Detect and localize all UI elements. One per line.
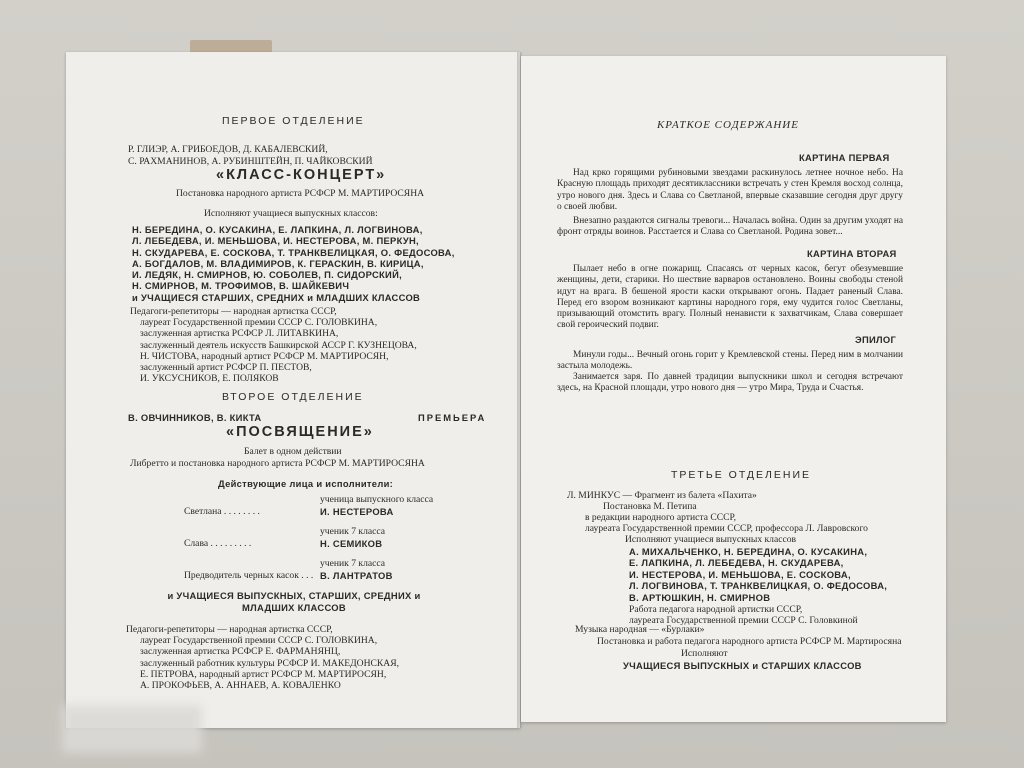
epilogue-heading: ЭПИЛОГ xyxy=(855,334,897,345)
students-block xyxy=(144,590,444,614)
cast-note-leader: ученик 7 класса xyxy=(320,558,386,569)
burlaki-students: УЧАЩИЕСЯ ВЫПУСКНЫХ и СТАРШИХ КЛАССОВ xyxy=(623,660,862,671)
performers-list xyxy=(132,224,455,303)
burlaki-performers: Исполняют xyxy=(681,648,728,659)
performers-line: И. ЛЕДЯК, Н. СМИРНОВ, Ю. СОБОЛЕВ, П. СИДОРСКИЙ, xyxy=(132,269,403,281)
summary-heading: КРАТКОЕ СОДЕРЖАНИЕ xyxy=(657,119,799,131)
performers-line: А. БОГДАЛОВ, М. ВЛАДИМИРОВ, К. ГЕРАСКИН, В. КИРИЦА, xyxy=(132,257,424,269)
cast-heading: Действующие лица и исполнители: xyxy=(218,478,394,489)
dedication-title: «ПОСВЯЩЕНИЕ» xyxy=(226,424,374,440)
tutor-line: Н. ЧИСТОВА, народный артист РСФСР М. МАРТИРОСЯН, xyxy=(140,350,389,362)
class-concert-title: «КЛАСС-КОНЦЕРТ» xyxy=(216,167,387,183)
students-line: МЛАДШИХ КЛАССОВ xyxy=(242,602,346,613)
tutor-line: заслуженный артист РСФСР П. ПЕСТОВ, xyxy=(140,362,312,374)
cast-performer-slava: Н. СЕМИКОВ xyxy=(320,538,383,549)
composers-line-2: С. РАХМАНИНОВ, А. РУБИНШТЕЙН, П. ЧАЙКОВСКИЙ xyxy=(128,156,373,167)
third-credit-line: в редакции народного артиста СССР, xyxy=(585,512,737,523)
third-tutor-line: Работа педагога народной артистки СССР, xyxy=(629,604,803,615)
third-performer-line: Е. ЛАПКИНА, Л. ЛЕБЕДЕВА, Н. СКУДАРЕВА, xyxy=(629,557,844,569)
cast-role-svetlana: Светлана . . . . . . . . xyxy=(184,506,260,517)
third-performer-line: А. МИХАЛЬЧЕНКО, Н. БЕРЕДИНА, О. КУСАКИНА, xyxy=(629,546,868,557)
performers-intro: Исполняют учащиеся выпускных классов: xyxy=(204,208,378,219)
students-line: и УЧАЩИЕСЯ ВЫПУСКНЫХ, СТАРШИХ, СРЕДНИХ и xyxy=(167,590,421,601)
third-performer-line: В. АРТЮШКИН, Н. СМИРНОВ xyxy=(629,591,771,603)
third-performer-line: Л. ЛОГВИНОВА, Т. ТРАНКВЕЛИЦКАЯ, О. ФЕДОСОВА, xyxy=(629,580,888,592)
performers-line: Н. СМИРНОВ, М. ТРОФИМОВ, В. ШАЙКЕВИЧ xyxy=(132,280,350,292)
composers-second: В. ОВЧИННИКОВ, В. КИКТА xyxy=(128,412,262,423)
staging-credit: Постановка народного артиста РСФСР М. МАРТИРОСЯНА xyxy=(176,188,425,199)
scene-2-paragraph: Пылает небо в огне пожарищ. Спасаясь от черных касок, бегут обезумевшие женщины, дети, старики. Но шествие варваров остановлено. Воины свободы стеной идут на врага. В бешеной ярости каски открывают огонь. Падает раненый Слава. Перед его взором возникают картины народного горя, ему чудится голос Светланы, призывающий отомстить врагу. Полный ненависти к захватчикам, Слава совершает свой героический подвиг. xyxy=(557,264,903,331)
composers-line-1: Р. ГЛИЭР, А. ГРИБОЕДОВ, Д. КАБАЛЕВСКИЙ, xyxy=(128,144,328,155)
scene-1-paragraph-1: Над крко горящими рубиновыми звездами раскинулось летнее ночное небо. На Красную площадь приходят десятиклассники встречать у стен Кремля восход солнца, утро нового дня. Здесь и Слава со Светланой, впервые сказавшие сегодня друг другу о своей любви. xyxy=(557,168,903,212)
tutor-line: заслуженный деятель искусств Башкирской АССР Г. КУЗНЕЦОВА, xyxy=(140,339,417,351)
tutor-line: заслуженная артистка РСФСР Л. ЛИТАВКИНА, xyxy=(140,328,339,340)
right-page xyxy=(521,56,946,722)
tutor-line: И. УКСУСНИКОВ, Е. ПОЛЯКОВ xyxy=(140,373,279,385)
epilogue-paragraph-1: Минули годы... Вечный огонь горит у Кремлевской стены. Перед ним в молчании застыла молодежь. xyxy=(557,350,903,372)
tutor-line: Педагоги-репетиторы — народная артистка СССР, xyxy=(126,624,333,635)
libretto-credit: Либретто и постановка народного артиста РСФСР М. МАРТИРОСЯНА xyxy=(130,458,425,469)
performers-line: Н. СКУДАРЕВА, Е. СОСКОВА, Т. ТРАНКВЕЛИЦКАЯ, О. ФЕДОСОВА, xyxy=(132,246,455,258)
third-performer-line: И. НЕСТЕРОВА, И. МЕНЬШОВА, Е. СОСКОВА, xyxy=(629,568,851,580)
scene-1-paragraph-2: Внезапно раздаются сигналы тревоги... Началась война. Один за другим уходят на фронт отряды воинов. Расстается и Слава со Светланой. Родина зовет... xyxy=(557,216,903,238)
cast-note-slava: ученик 7 класса xyxy=(320,526,386,537)
scene-1-heading: КАРТИНА ПЕРВАЯ xyxy=(799,152,890,163)
third-performers xyxy=(629,546,887,603)
tutor-line: лауреат Государственной премии СССР С. ГОЛОВКИНА, xyxy=(140,635,378,647)
cast-performer-svetlana: И. НЕСТЕРОВА xyxy=(320,506,394,517)
minkus-line: Л. МИНКУС — Фрагмент из балета «Пахита» xyxy=(567,490,757,501)
third-tutor-line: лауреата Государственной премии СССР С. Головкиной xyxy=(629,615,858,626)
premiere-label: ПРЕМЬЕРА xyxy=(418,412,487,423)
third-section-heading: ТРЕТЬЕ ОТДЕЛЕНИЕ xyxy=(671,469,812,481)
performers-line: Н. БЕРЕДИНА, О. КУСАКИНА, Е. ЛАПКИНА, Л. ЛОГВИНОВА, xyxy=(132,224,423,235)
tutor-line: Е. ПЕТРОВА, народный артист РСФСР М. МАРТИРОСЯН, xyxy=(140,668,387,680)
cast-note-svetlana: ученица выпускного класса xyxy=(320,494,434,505)
cast-performer-leader: В. ЛАНТРАТОВ xyxy=(320,570,393,581)
performers-line: и УЧАЩИЕСЯ СТАРШИХ, СРЕДНИХ и МЛАДШИХ КЛАССОВ xyxy=(132,291,421,303)
tutor-line: заслуженная артистка РСФСР Е. ФАРМАНЯНЦ, xyxy=(140,646,341,658)
cast-role-slava: Слава . . . . . . . . . xyxy=(184,538,252,549)
performers-line: Л. ЛЕБЕДЕВА, И. МЕНЬШОВА, И. НЕСТЕРОВА, М. ПЕРКУН, xyxy=(132,235,419,247)
blurred-watermark xyxy=(62,705,202,753)
second-section-heading: ВТОРОЕ ОТДЕЛЕНИЕ xyxy=(222,391,364,403)
left-page xyxy=(66,52,520,728)
third-credits xyxy=(585,501,868,545)
tutors-block-1 xyxy=(130,306,417,384)
tutor-line: Педагоги-репетиторы — народная артистка СССР, xyxy=(130,306,337,317)
burlaki-staging: Постановка и работа педагога народного артиста РСФСР М. Мартиросяна xyxy=(597,636,902,647)
burlaki-line: Музыка народная — «Бурлаки» xyxy=(575,624,705,635)
tutor-line: заслуженный работник культуры РСФСР И. МАКЕДОНСКАЯ, xyxy=(140,657,400,669)
third-tutor xyxy=(629,604,858,626)
tutor-line: лауреат Государственной премии СССР С. ГОЛОВКИНА, xyxy=(140,317,378,329)
cast-role-leader: Предводитель черных касок . . . xyxy=(184,570,314,581)
third-credit-line: Исполняют учащиеся выпускных классов xyxy=(625,534,797,545)
third-credit-line: лауреата Государственной премии СССР, профессора Л. Лавровского xyxy=(585,523,868,534)
tutor-line: А. ПРОКОФЬЕВ, А. АННАЕВ, А. КОВАЛЕНКО xyxy=(140,680,341,692)
epilogue-paragraph-2: Занимается заря. По давней традиции выпускники школ и сегодня встречают здесь, на Красной площади, утро нового дня — утро Мира, Труда и Счастья. xyxy=(557,372,903,394)
ballet-subtitle: Балет в одном действии xyxy=(244,446,342,457)
third-credit-line: Постановка М. Петипа xyxy=(603,501,697,512)
scene-2-heading: КАРТИНА ВТОРАЯ xyxy=(807,248,897,259)
first-section-heading: ПЕРВОЕ ОТДЕЛЕНИЕ xyxy=(222,115,365,127)
tutors-block-2 xyxy=(126,624,399,691)
